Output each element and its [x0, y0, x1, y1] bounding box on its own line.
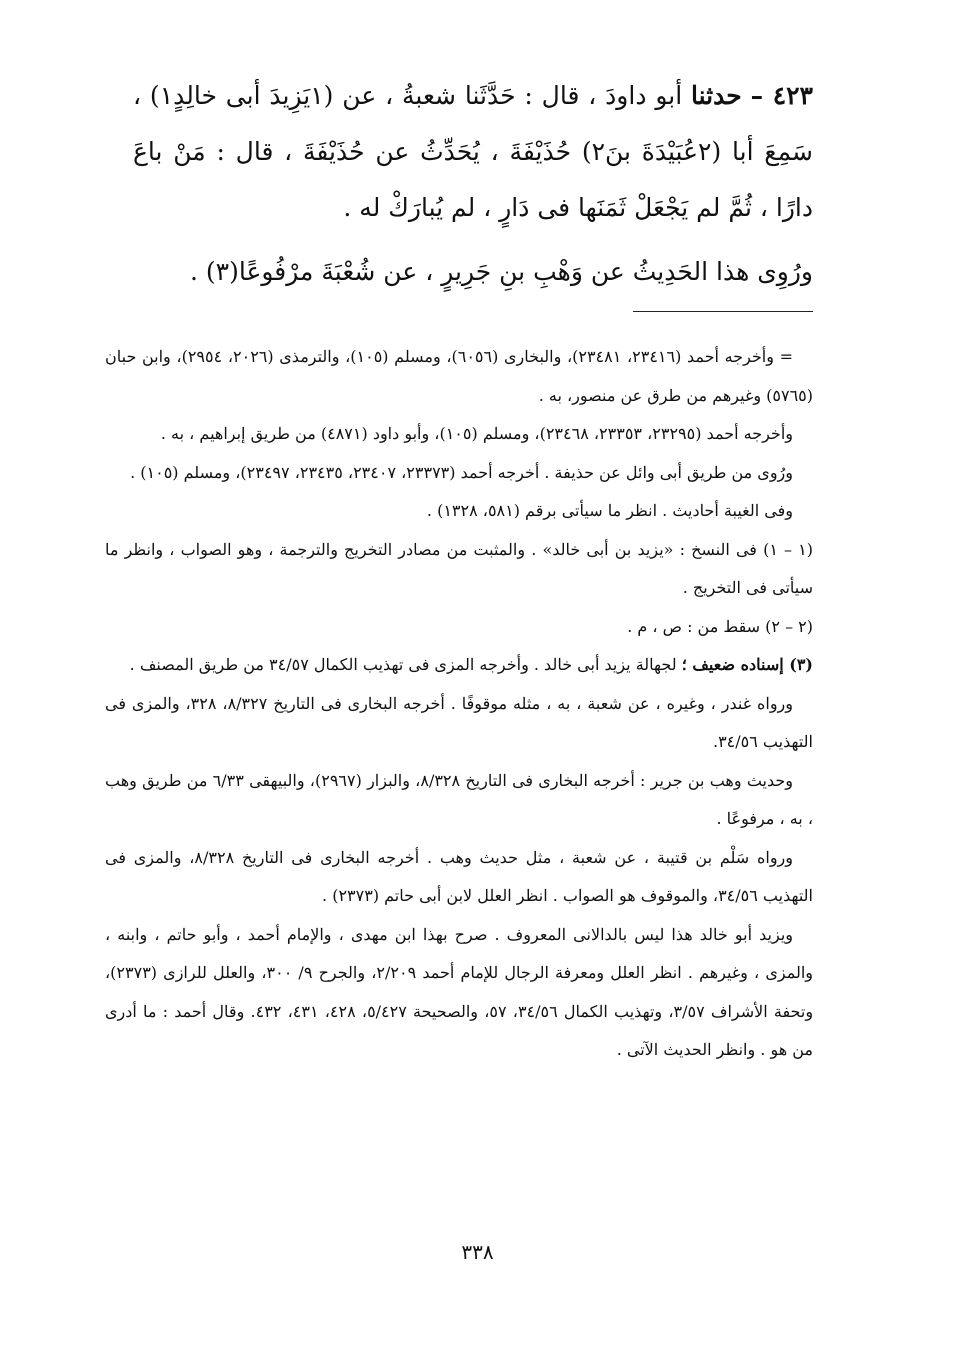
hadith-main-text [133, 68, 813, 300]
footnote-paragraph: ورواه غندر ، وغيره ، عن شعبة ، به ، مثله موقوفًا . أخرجه البخارى فى التاريخ ٨/٣٢٧، ٣٢٨، والمزى فى التهذيب ٣٤/٥٦. [105, 693, 813, 751]
hadith-number: ٤٢٣ – [750, 81, 813, 110]
hadith-intro: حدثنا [691, 81, 742, 110]
footnotes [105, 338, 813, 1070]
footnote-paragraph: وفى الغيبة أحاديث . انظر ما سيأتى برقم (٥٨١، ١٣٢٨) . [426, 501, 793, 520]
hadith-body: أبو داودَ ، قال : حَدَّثَنا شعبةُ ، عن (١يَزِيدَ أبى خالِدٍ١) ، سَمِعَ أبا (٢عُبَيْدَةَ بنَ٢) حُذَيْفَةَ ، يُحَدِّثُ عن حُذَيْفَةَ ، قال : مَنْ باعَ دارًا ، ثُمَّ لم يَجْعَلْ ثَمَنَها فى دَارٍ ، لم يُبارَكْ له . [133, 81, 813, 222]
page-number: ٣٣٨ [461, 1240, 494, 1264]
hadith-second-paragraph: ورُوِى هذا الحَدِيثُ عن وَهْبِ بنِ جَرِيرٍ ، عن شُعْبَةَ مرْفُوعًا(٣) . [190, 257, 813, 286]
footnote-paragraph: وأخرجه أحمد (٢٣٢٩٥، ٢٣٣٥٣، ٢٣٤٦٨)، ومسلم (١٠٥)، وأبو داود (٤٨٧١) من طريق إبراهيم ، به . [160, 424, 793, 443]
footnote-paragraph: ورواه سَلْم بن قتيبة ، عن شعبة ، مثل حديث وهب . أخرجه البخارى فى التاريخ ٨/٣٢٨، والمزى فى التهذيب ٣٤/٥٦، والموقوف هو الصواب . انظر العلل لابن أبى حاتم (٢٣٧٣) . [105, 847, 813, 905]
footnote-paragraph [105, 646, 813, 685]
footnote-paragraph: وحديث وهب بن جرير : أخرجه البخارى فى التاريخ ٨/٣٢٨، والبزار (٢٩٦٧)، والبيهقى ٦/٣٣ من طريق وهب ، به ، مرفوعًا . [105, 770, 813, 828]
hadith-paragraph [133, 68, 813, 236]
footnote-paragraph: = وأخرجه أحمد (٢٣٤١٦، ٢٣٤٨١)، والبخارى (٦٠٥٦)، ومسلم (١٠٥)، والترمذى (٢٠٢٦، ٢٩٥٤)، وابن حبان (٥٧٦٥) وغيرهم من طرق عن منصور، به . [105, 347, 813, 405]
footnote-text: لجهالة يزيد أبى خالد . وأخرجه المزى فى تهذيب الكمال ٣٤/٥٧ من طريق المصنف . [129, 655, 682, 674]
footnote-paragraph: ويزيد أبو خالد هذا ليس بالدالانى المعروف . صرح بهذا ابن مهدى ، والإمام أحمد ، وأبو حاتم ، وابنه ، والمزى ، وغيرهم . انظر العلل ومعرفة الرجال للإمام أحمد ٢/٢٠٩، والجرح ٩/ ٣٠٠، والعلل للرازى (٢٣٧٣)، وتحفة الأشراف ٣/٥٧، وتهذيب الكمال ٣٤/٥٦، ٥٧، والصحيحة ٥/٤٢٧، ٤٢٨، ٤٣١، ٤٣٢. وقال أحمد : ما أدرى من هو . وانظر الحديث الآتى . [105, 924, 814, 1059]
footnote-bold-lead: (٣) إسناده ضعيف ؛ [681, 655, 813, 674]
footnote-paragraph: ورُوى من طريق أبى وائل عن حذيفة . أخرجه أحمد (٢٣٣٧٣، ٢٣٤٠٧، ٢٣٤٣٥، ٢٣٤٩٧)، ومسلم (١٠٥) . [130, 462, 793, 482]
footnote-separator [633, 311, 813, 312]
footnote-paragraph: (١ – ١) فى النسخ : «يزيد بن أبى خالد» . والمثبت من مصادر التخريج والترجمة ، وهو الصواب ، وانظر ما سيأتى فى التخريج . [105, 539, 814, 597]
footnote-paragraph: (٢ – ٢) سقط من : ص ، م . [627, 616, 813, 636]
